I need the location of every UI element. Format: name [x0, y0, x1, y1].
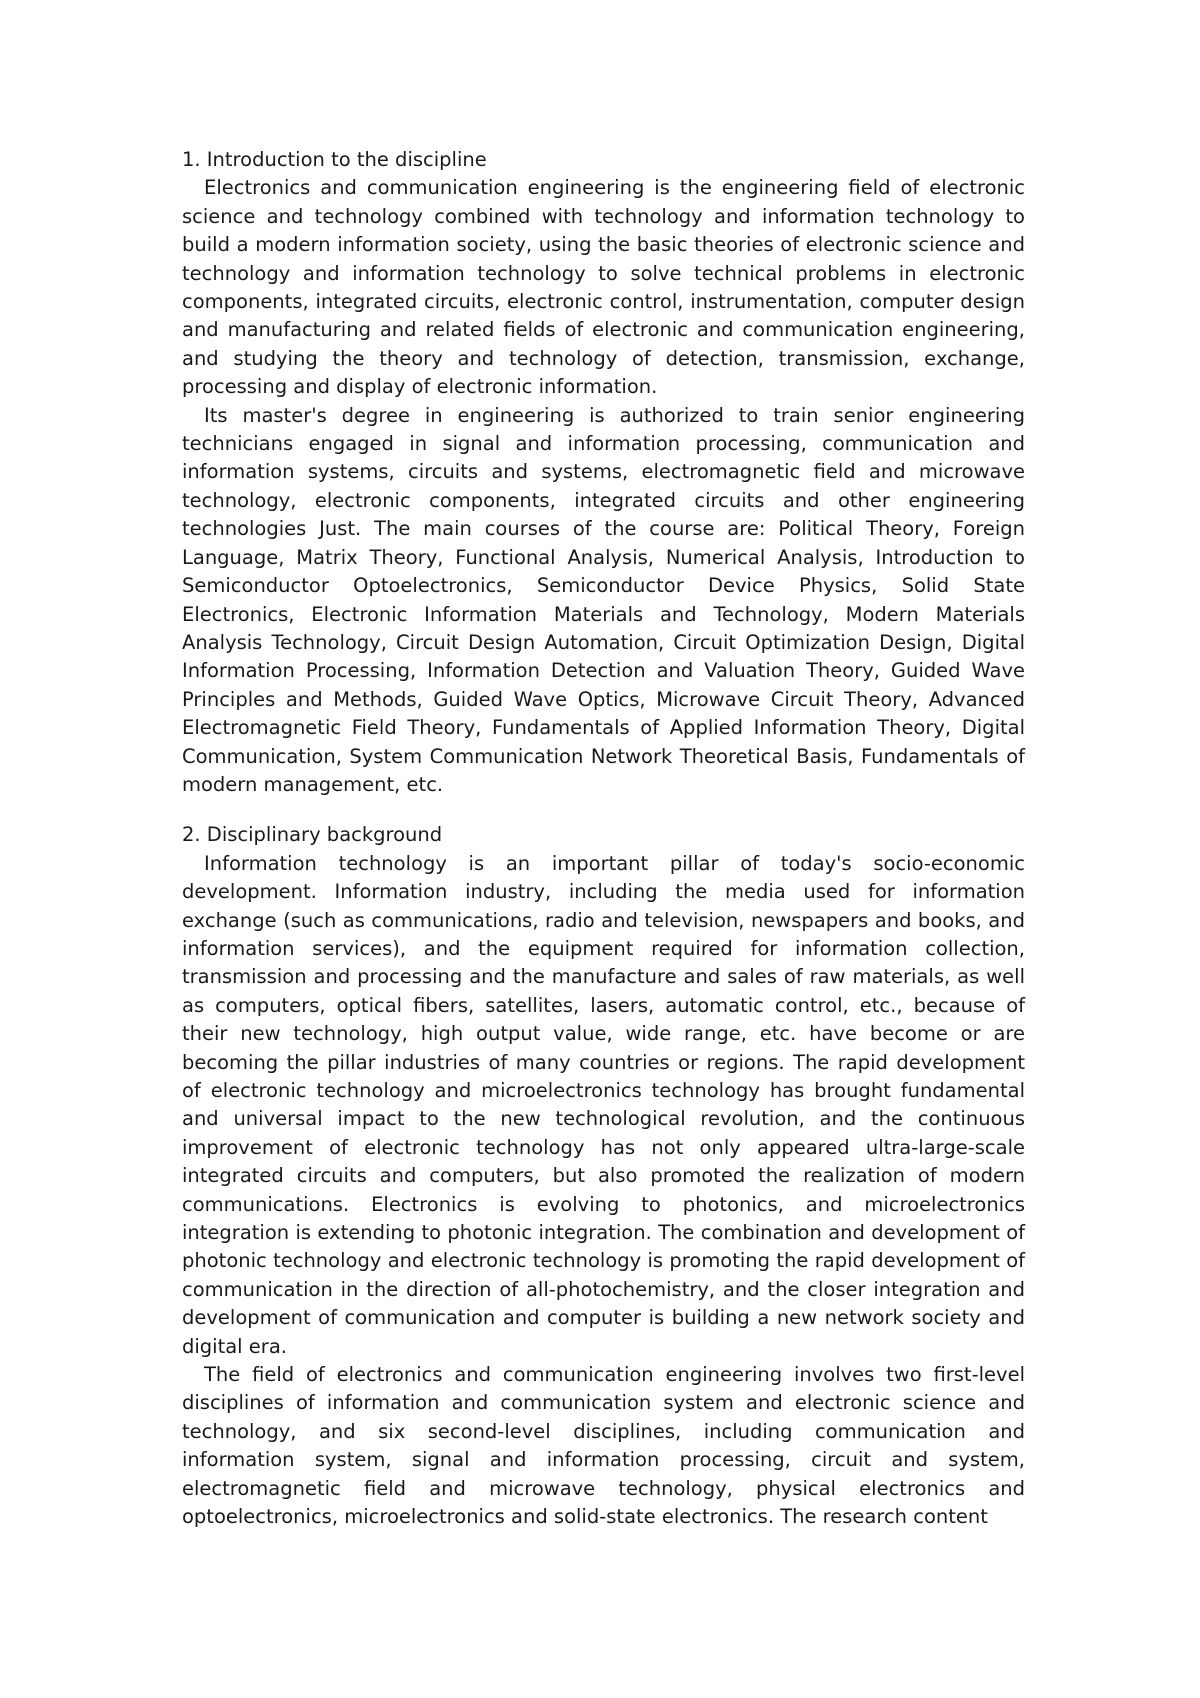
section-heading: 2. Disciplinary background	[182, 823, 443, 847]
section-heading: 1. Introduction to the discipline	[182, 148, 487, 171]
document-body	[182, 146, 1025, 1532]
section-background	[182, 821, 1025, 1531]
section-spacer	[182, 799, 1025, 821]
paragraph: Information technology is an important pillar of today's socio-economic development. Information industry, including the media used for information exchange (such as communications, radio and television, newspapers and books, and information services), and the equipment required for information collection, transmission and processing and the manufacture and sales of raw materials, as well as computers, optical fibers, satellites, lasers, automatic control, etc., because of their new technology, high output value, wide range, etc. have become or are becoming the pillar industries of many countries or regions. The rapid development of electronic technology and microelectronics technology has brought fundamental and universal impact to the new technological revolution, and the continuous improvement of electronic technology has not only appeared ultra-large-scale integrated circuits and computers, but also promoted the realization of modern communications. Electronics is evolving to photonics, and microelectronics integration is extending to photonic integration. The combination and development of photonic technology and electronic technology is promoting the rapid development of communication in the direction of all-photochemistry, and the closer integration and development of communication and computer is building a new network society and digital era.	[182, 851, 1025, 1358]
section-introduction	[182, 146, 1025, 799]
paragraph: The field of electronics and communication engineering involves two first-level disciplines of information and communication system and electronic science and technology, and six second-level disciplines, including communication and information system, signal and information processing, circuit and system, electromagnetic field and microwave technology, physical electronics and optoelectronics, microelectronics and solid-state electronics. The research content	[182, 1363, 1025, 1529]
paragraph: Its master's degree in engineering is authorized to train senior engineering technicians engaged in signal and information processing, communication and information systems, circuits and systems, electromagnetic field and microwave technology, electronic components, integrated circuits and other engineering technologies Just. The main courses of the course are: Political Theory, Foreign Language, Matrix Theory, Functional Analysis, Numerical Analysis, Introduction to Semiconductor Optoelectronics, Semiconductor Device Physics, Solid State Electronics, Electronic Information Materials and Technology, Modern Materials Analysis Technology, Circuit Design Automation, Circuit Optimization Design, Digital Information Processing, Information Detection and Valuation Theory, Guided Wave Principles and Methods, Guided Wave Optics, Microwave Circuit Theory, Advanced Electromagnetic Field Theory, Fundamentals of Applied Information Theory, Digital Communication, System Communication Network Theoretical Basis, Fundamentals of modern management, etc.	[182, 403, 1025, 796]
paragraph: Electronics and communication engineering is the engineering field of electronic science and technology combined with technology and information technology to build a modern information society, using the basic theories of electronic science and technology and information technology to solve technical problems in electronic components, integrated circuits, electronic control, instrumentation, computer design and manufacturing and related fields of electronic and communication engineering, and studying the theory and technology of detection, transmission, exchange, processing and display of electronic information.	[182, 176, 1025, 399]
